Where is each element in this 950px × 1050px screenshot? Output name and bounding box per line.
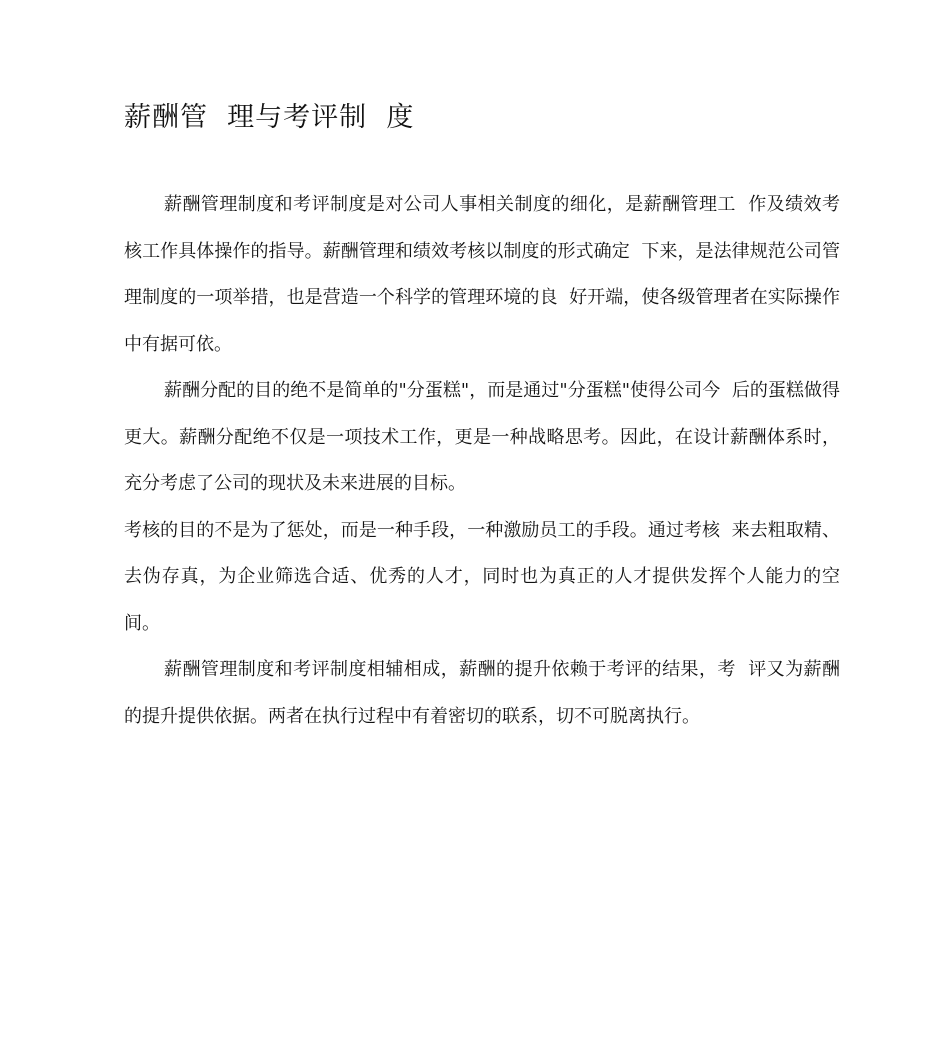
paragraph-assessment-purpose: 考核的目的不是为了惩处，而是一种手段，一种激励员工的手段。通过考核 来去粗取精、去伪存真，为企业筛选合适、优秀的人才，同时也为真正的人才提供发挥个人能力的空间。: [124, 519, 840, 634]
document-body: [124, 182, 840, 740]
document-title: 薪酬管 理与考评制 度: [124, 102, 415, 133]
paragraph-complementary: 薪酬管理制度和考评制度相辅相成，薪酬的提升依赖于考评的结果，考 评又为薪酬的提升提供依据。两者在执行过程中有着密切的联系，切不可脱离执行。: [124, 659, 840, 727]
paragraph-salary-distribution: 薪酬分配的目的绝不是简单的"分蛋糕"，而是通过"分蛋糕"使得公司今 后的蛋糕做得更大。薪酬分配绝不仅是一项技术工作，更是一种战略思考。因此，在设计薪酬体系时，充分考虑了公司的现状及未来进展的目标。: [124, 380, 840, 494]
paragraph-salary-intro: 薪酬管理制度和考评制度是对公司人事相关制度的细化，是薪酬管理工 作及绩效考核工作具体操作的指导。薪酬管理和绩效考核以制度的形式确定 下来，是法律规范公司管理制度的一项举措，也是营造一个科学的管理环境的良 好开端，使各级管理者在实际操作中有据可依。: [124, 194, 840, 355]
